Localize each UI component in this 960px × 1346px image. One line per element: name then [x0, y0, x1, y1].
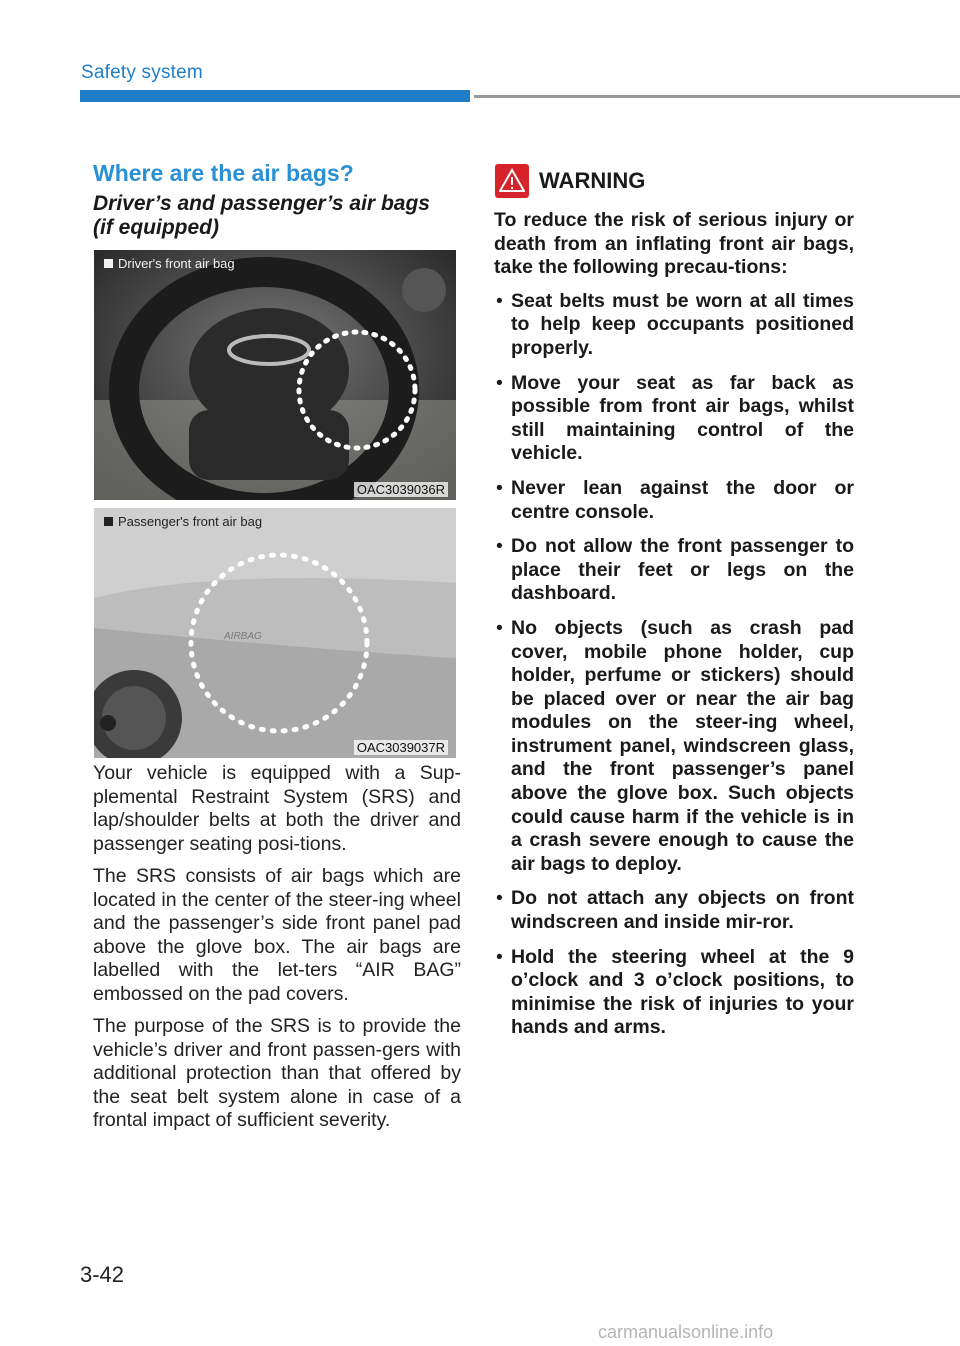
passenger-airbag-figure — [94, 508, 456, 758]
warning-item: • Do not attach any objects on front windscreen and inside mir-ror. — [496, 887, 854, 934]
warning-item: • Hold the steering wheel at the 9 o’clock and 3 o’clock positions, to minimise the risk of injuries to your hands and arms. — [496, 945, 854, 1039]
figure-code: OAC3039036R — [354, 482, 448, 497]
warning-item: • No objects (such as crash pad cover, mobile phone holder, cup holder, perfume or stickers) should be placed over or near the air bag modules on the steer-ing wheel, instrument panel, windscreen glass, and the front passenger’s panel above the glove box. Such objects could cause harm if the vehicle is in a crash severe enough to cause the air bags to deploy. — [496, 616, 854, 875]
warning-item: • Never lean against the door or centre console. — [496, 476, 854, 523]
warning-triangle-icon — [495, 164, 529, 198]
warning-item: • Move your seat as far back as possible from front air bags, whilst still maintaining control of the vehicle. — [496, 371, 854, 465]
dashboard-illustration — [94, 508, 456, 758]
warning-intro: To reduce the risk of serious injury or death from an inflating front air bags, take the following precau-tions: — [494, 209, 854, 279]
warning-item: • Seat belts must be worn at all times to help keep occupants positioned properly. — [496, 289, 854, 359]
section-label: Safety system — [81, 62, 203, 83]
header-rule-accent — [80, 90, 470, 102]
figure-code: OAC3039037R — [354, 740, 448, 755]
paragraph: The SRS consists of air bags which are located in the center of the steer-ing wheel and the passenger’s side front panel pad above the glove box. The air bags are labelled with the let-ters “AIR BAG” embossed on the pad covers. — [93, 865, 461, 1005]
driver-airbag-figure — [94, 250, 456, 500]
page-heading: Where are the air bags? — [93, 160, 354, 186]
warning-header — [495, 164, 645, 198]
paragraph: The purpose of the SRS is to provide the vehicle’s driver and front passen-gers with additional protection than that offered by the seat belt system alone in case of a frontal impact of sufficient severity. — [93, 1015, 461, 1131]
body-text — [93, 762, 461, 1142]
watermark: carmanualsonline.info — [598, 1322, 774, 1342]
airbag-embossed-text: AIRBAG — [224, 631, 262, 642]
square-bullet-icon — [104, 259, 113, 268]
square-bullet-icon — [104, 517, 113, 526]
warning-body — [494, 209, 854, 1051]
warning-list — [494, 290, 854, 1040]
page-number: 3-42 — [80, 1262, 125, 1287]
driver-figure-caption: Driver's front air bag — [104, 256, 235, 271]
header-rule-divider — [474, 95, 960, 98]
page-subheading: Driver’s and passenger’s air bags (if equipped) — [93, 192, 430, 239]
warning-item: • Do not allow the front passenger to place their feet or legs on the dashboard. — [496, 535, 854, 605]
paragraph: Your vehicle is equipped with a Sup-plemental Restraint System (SRS) and lap/shoulder belts at both the driver and passenger seating posi-tions. — [93, 762, 461, 855]
warning-title: WARNING — [539, 168, 646, 193]
steering-wheel-illustration — [94, 250, 456, 500]
passenger-figure-caption: Passenger's front air bag — [104, 514, 262, 529]
